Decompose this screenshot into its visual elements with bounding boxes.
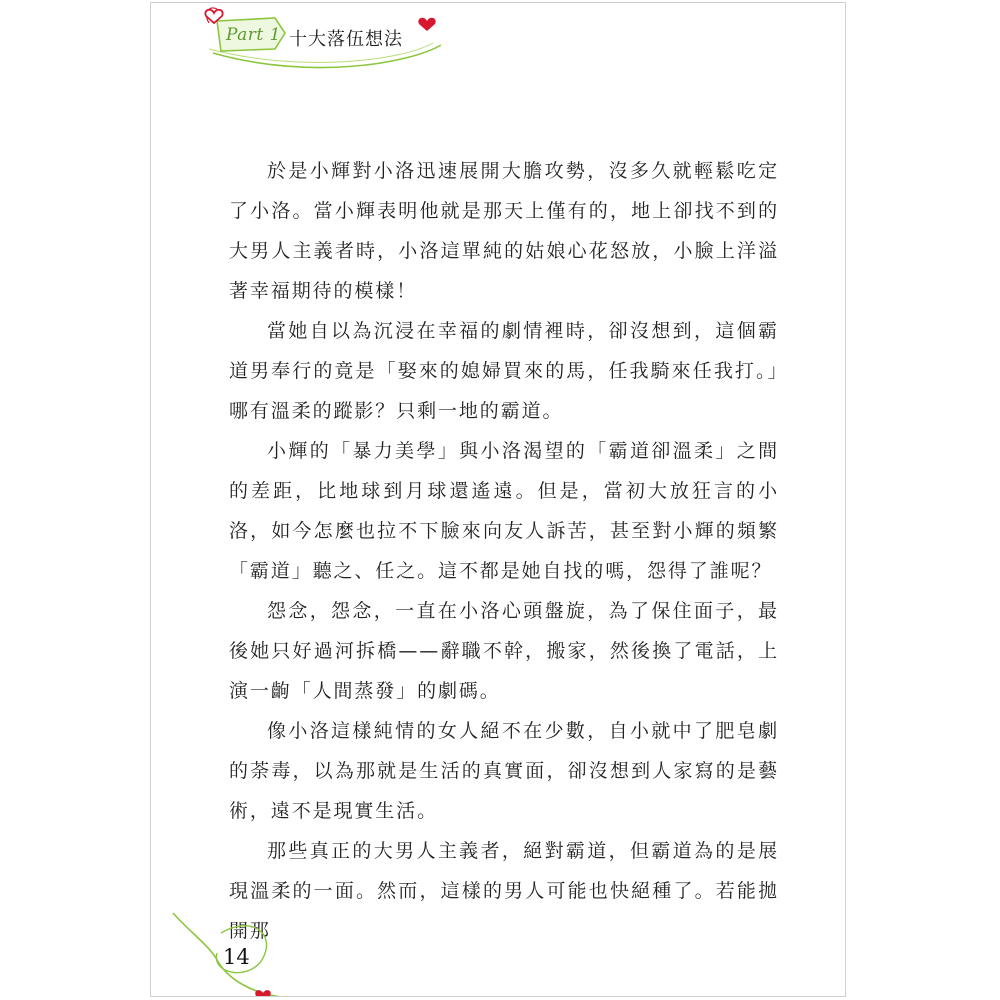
paragraph: 怨念，怨念，一直在小洛心頭盤旋，為了保住面子，最後她只好過河拆橋——辭職不幹，搬家，然後換了電話，上演一齣「人間蒸發」的劇碼。 (229, 600, 779, 702)
page-number: 14 (223, 945, 250, 969)
body-text (229, 151, 779, 951)
part-label: Part 1 (226, 25, 281, 45)
chapter-title: 十大落伍想法 (289, 29, 403, 50)
paragraph: 當她自以為沉浸在幸福的劇情裡時，卻沒想到，這個霸道男奉行的竟是「娶來的媳婦買來的馬，任我騎來任我打。」哪有溫柔的蹤影？只剩一地的霸道。 (229, 320, 779, 422)
heart-icon (418, 18, 435, 31)
paragraph: 於是小輝對小洛迅速展開大膽攻勢，沒多久就輕鬆吃定了小洛。當小輝表明他就是那天上僅有的，地上卻找不到的大男人主義者時，小洛這單純的姑娘心花怒放，小臉上洋溢著幸福期待的模樣！ (229, 160, 779, 302)
heart-icon (255, 990, 270, 997)
book-page (150, 2, 846, 997)
paragraph: 像小洛這樣純情的女人絕不在少數，自小就中了肥皂劇的荼毒，以為那就是生活的真實面，卻沒想到人家寫的是藝術，遠不是現實生活。 (229, 720, 779, 822)
paragraph: 小輝的「暴力美學」與小洛渴望的「霸道卻溫柔」之間的差距，比地球到月球還遙遠。但是，當初大放狂言的小洛，如今怎麼也拉不下臉來向友人訴苦，甚至對小輝的頻繁「霸道」聽之、任之。這不都是她自找的嗎，怨得了誰呢？ (229, 440, 779, 582)
footer-decoration (151, 903, 846, 997)
paragraph: 那些真正的大男人主義者，絕對霸道，但霸道為的是展現溫柔的一面。然而，這樣的男人可能也快絕種了。若能拋開那 (229, 840, 779, 942)
